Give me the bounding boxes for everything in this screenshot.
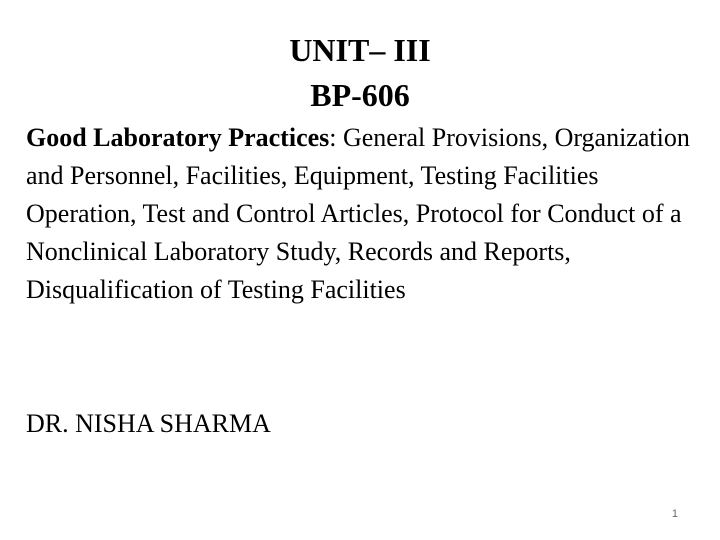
title-course-code: BP-606 xyxy=(310,77,410,113)
title-unit: UNIT– III xyxy=(289,32,431,68)
page-number: 1 xyxy=(671,508,678,520)
author-name: DR. NISHA SHARMA xyxy=(26,409,271,438)
body-heading: Good Laboratory Practices xyxy=(26,123,330,152)
slide-body xyxy=(26,119,706,309)
body-topics: : General Provisions, Organization and Personnel, Facilities, Equipment, Testing Facilities Operation, Test and Control Articles, Protocol for Conduct of a Nonclinical Laboratory Study, Records and Reports, Disqualification of Testing Facilities xyxy=(26,123,690,304)
slide-title xyxy=(0,28,720,118)
